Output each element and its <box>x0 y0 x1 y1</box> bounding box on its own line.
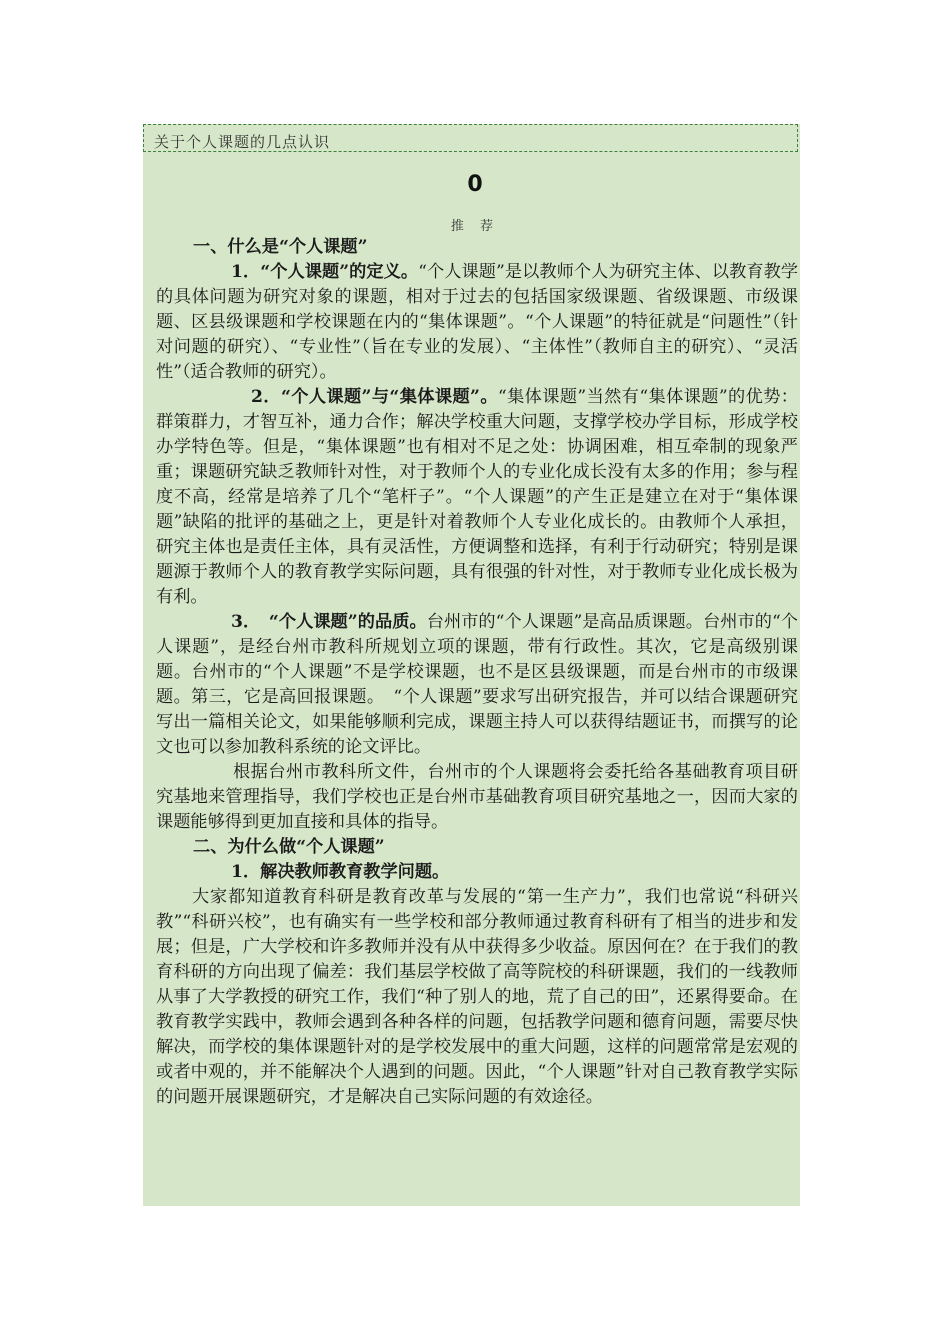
paragraph-research-direction: 大家都知道教育科研是教育改革与发展的“第一生产力”，我们也常说“科研兴教”“科研兴校”，也有确实有一些学校和部分教师通过教育科研有了相当的进步和发展；但是，广大学校和许多教师并没有从中获得多少收益。原因何在？在于我们的教育科研的方向出现了偏差：我们基层学校做了高等院校的科研课题，我们的一线教师从事了大学教授的研究工作，我们“种了别人的地，荒了自己的田”，还累得要命。在教育教学实践中，教师会遇到各种各样的问题，包括教学问题和德育问题，需要尽快解决，而学校的集体课题针对的是学校发展中的重大问题，这样的问题常常是宏观的或者中观的，并不能解决个人遇到的问题。因此，“个人课题”针对自己教育教学实际的问题开展课题研究，才是解决自己实际问题的有效途径。 <box>156 887 798 1107</box>
paragraph-comparison <box>156 385 798 610</box>
paragraph-definition <box>156 260 798 385</box>
paragraph-text: “个人课题”是以教师个人为研究主体、以教育教学的具体问题为研究对象的课题，相对于过去的包括国家级课题、省级课题、市级课题、区县级课题和学校课题在内的“集体课题”。“个人课题”的特征就是“问题性”（针对问题的研究）、“专业性”（旨在专业的发展）、“主体性”（教师自主的研究）、“灵活性”（适合教师的研究）。 <box>156 262 799 382</box>
paragraph-lead: 2．“个人课题”与“集体课题”。 <box>251 387 498 407</box>
recommend-count: 0 <box>467 172 483 197</box>
document-title: 关于个人课题的几点认识 <box>154 133 331 151</box>
paragraph-text: 台州市的“个人课题”是高品质课题。台州市的“个人课题”，是经台州市教科所规划立项的课题，带有行政性。其次，它是高级别课题。台州市的“个人课题”不是学校课题，也不是区县级课题，而是台州市的市级课题。第三，它是高回报课题。 “个人课题”要求写出研究报告，并可以结合课题研究写出一篇相关论文，如果能够顺利完成，课题主持人可以获得结题证书，而撰写的论文也可以参加教科系统的论文评比。 <box>156 612 798 757</box>
recommend-label[interactable]: 推 荐 <box>450 219 500 234</box>
paragraph-text: “集体课题”当然有“集体课题”的优势：群策群力，才智互补，通力合作；解决学校重大问题，支撑学校办学目标，形成学校办学特色等。但是，“集体课题”也有相对不足之处：协调困难，相互牵制的现象严重；课题研究缺乏教师针对性，对于教师个人的专业化成长没有太多的作用；参与程度不高，经常是培养了几个“笔杆子”。“个人课题”的产生正是建立在对于“集体课题”缺陷的批评的基础之上，更是针对着教师个人专业化成长的。由教师个人承担，研究主体也是责任主体，具有灵活性，方便调整和选择，有利于行动研究；特别是课题源于教师个人的教育教学实际问题，具有很强的针对性，对于教师专业化成长极为有利。 <box>156 387 798 607</box>
paragraph-lead: 1．“个人课题”的定义。 <box>231 262 419 282</box>
paragraph-guidance: 根据台州市教科所文件，台州市的个人课题将会委托给各基础教育项目研究基地来管理指导，我们学校也正是台州市基础教育项目研究基地之一，因而大家的课题能够得到更加直接和具体的指导。 <box>156 762 798 832</box>
section-heading-1: 一、什么是“个人课题” <box>193 237 368 257</box>
article-body <box>156 235 798 1110</box>
paragraph-quality <box>156 610 798 760</box>
paragraph-lead: 3． “个人课题”的品质。 <box>231 612 427 632</box>
section-heading-2: 二、为什么做“个人课题” <box>193 837 385 857</box>
subheading-solve-problems: 1．解决教师教育教学问题。 <box>231 862 450 882</box>
